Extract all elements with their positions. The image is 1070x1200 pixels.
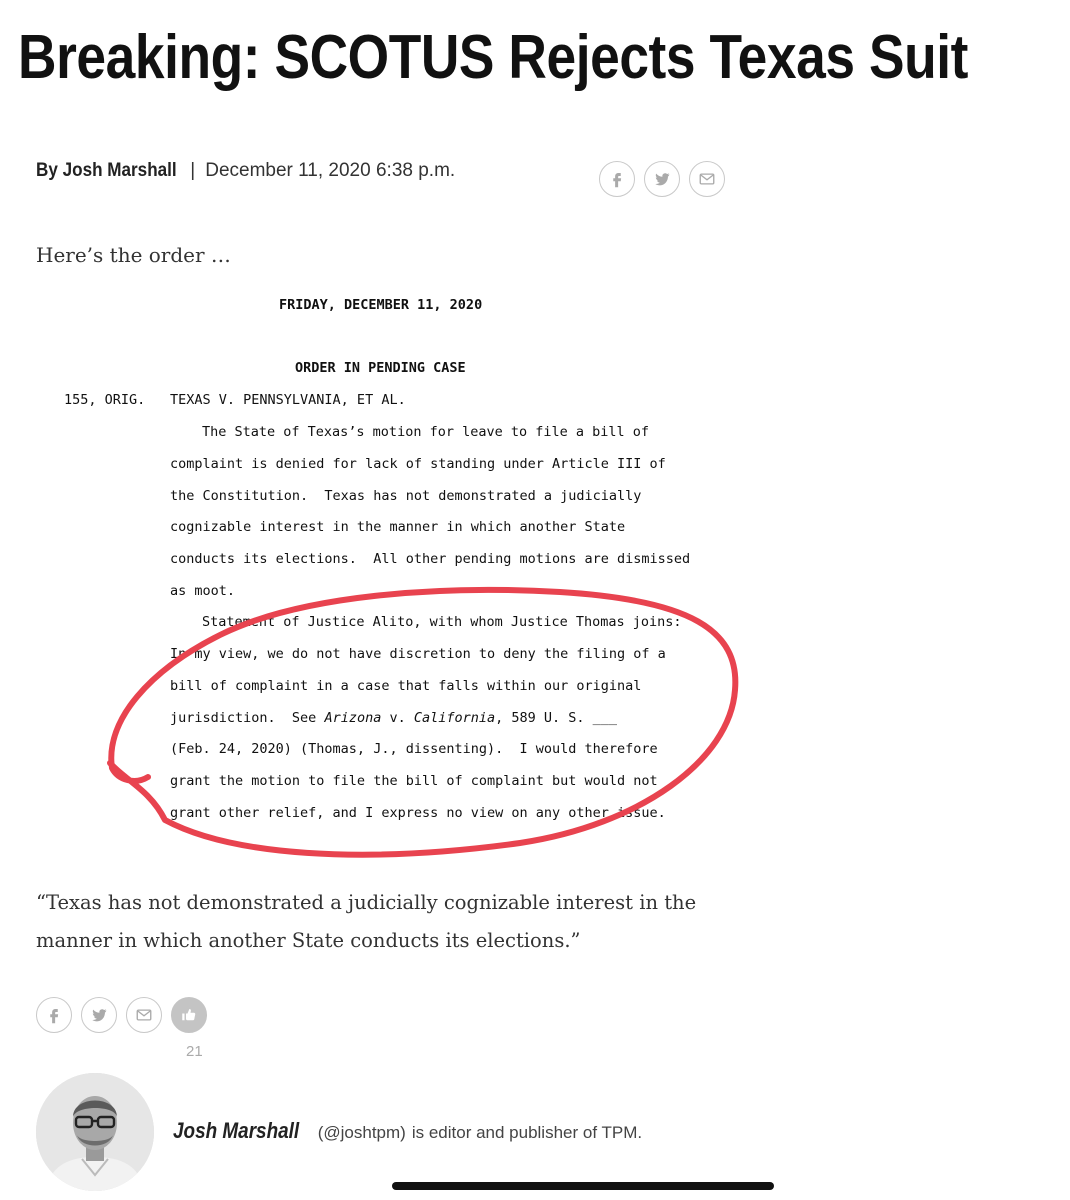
facebook-share-button[interactable] [36, 997, 72, 1033]
alito-statement-line: In my view, we do not have discretion to deny the filing of a [170, 646, 666, 662]
email-icon [135, 1006, 153, 1024]
byline-date: December 11, 2020 6:38 p.m. [205, 160, 456, 181]
home-indicator[interactable] [392, 1182, 774, 1190]
citation-case-a: Arizona [324, 710, 382, 726]
facebook-icon [45, 1006, 63, 1024]
email-share-button[interactable] [126, 997, 162, 1033]
order-paragraph-1-line: complaint is denied for lack of standing under Article III of [170, 456, 666, 472]
facebook-share-button[interactable] [599, 161, 635, 197]
email-icon [698, 170, 716, 188]
author-bio-description: is editor and publisher of TPM. [411, 1123, 643, 1142]
alito-statement-line: grant the motion to file the bill of complaint but would not [170, 773, 658, 789]
email-share-button[interactable] [689, 161, 725, 197]
thumbs-up-icon [180, 1006, 198, 1024]
twitter-icon [90, 1006, 108, 1024]
order-paragraph-1-line: cognizable interest in the manner in which another State [170, 519, 626, 535]
citation-text: jurisdiction. See [170, 710, 325, 726]
author-photo [36, 1073, 154, 1191]
twitter-share-button[interactable] [644, 161, 680, 197]
order-heading: ORDER IN PENDING CASE [295, 360, 466, 376]
article-intro: Here’s the order … [36, 243, 231, 267]
order-paragraph-1-line: The State of Texas’s motion for leave to file a bill of [202, 424, 650, 440]
author-bio [173, 1118, 642, 1144]
share-bar-top [599, 161, 725, 197]
facebook-icon [608, 170, 626, 188]
author-bio-name[interactable]: Josh Marshall [173, 1118, 300, 1143]
author-avatar[interactable] [36, 1073, 154, 1191]
citation-text: v. [381, 710, 414, 726]
red-annotation-circle [0, 280, 760, 860]
order-case-number: 155, ORIG. [64, 392, 146, 408]
twitter-share-button[interactable] [81, 997, 117, 1033]
twitter-icon [653, 170, 671, 188]
order-paragraph-1-line: the Constitution. Texas has not demonstrated a judicially [170, 488, 642, 504]
byline [36, 160, 455, 182]
author-bio-handle[interactable]: (@joshtpm) [317, 1123, 406, 1142]
order-paragraph-1-line: as moot. [170, 583, 236, 599]
pull-quote: “Texas has not demonstrated a judicially cognizable interest in the manner in which another State conducts its elections.” [36, 891, 697, 952]
order-date-line: FRIDAY, DECEMBER 11, 2020 [279, 297, 483, 313]
alito-statement-line: Statement of Justice Alito, with whom Justice Thomas joins: [202, 614, 682, 630]
order-case-name: TEXAS V. PENNSYLVANIA, ET AL. [170, 392, 406, 408]
order-document-image [0, 280, 760, 860]
citation-case-b: California [413, 710, 496, 726]
like-count: 21 [186, 1043, 203, 1060]
like-button[interactable] [171, 997, 207, 1033]
byline-separator: | [190, 160, 196, 181]
article-headline: Breaking: SCOTUS Rejects Texas Suit [18, 23, 968, 92]
alito-statement-line: (Feb. 24, 2020) (Thomas, J., dissenting). I would therefore [170, 741, 658, 757]
byline-author[interactable]: By Josh Marshall [36, 160, 177, 181]
citation-text: , 589 U. S. ___ [495, 710, 618, 726]
share-bar-bottom [36, 997, 207, 1033]
alito-statement-line: grant other relief, and I express no view on any other issue. [170, 805, 666, 821]
alito-statement-line: bill of complaint in a case that falls within our original [170, 678, 642, 694]
order-paragraph-1-line: conducts its elections. All other pending motions are dismissed [170, 551, 691, 567]
